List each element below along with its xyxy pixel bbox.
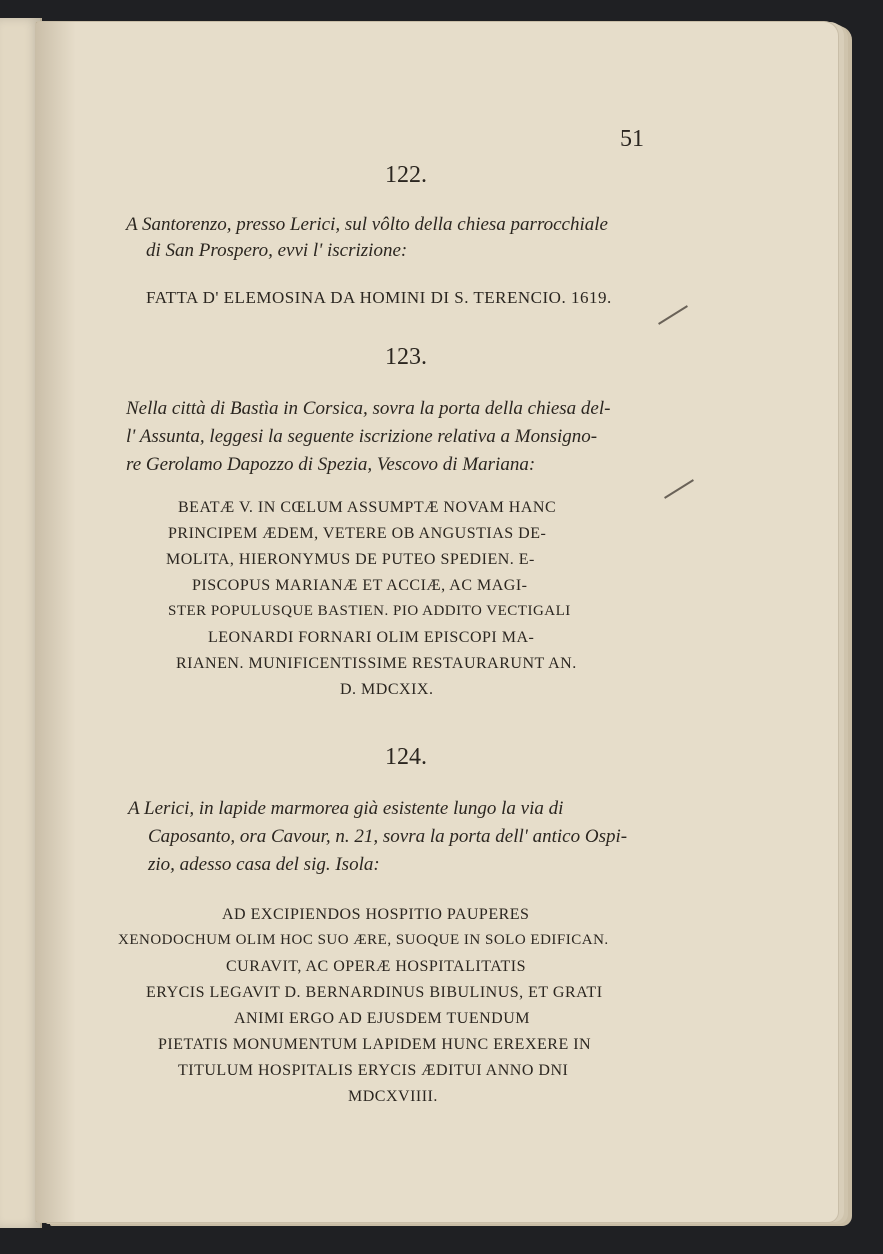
entry-124-intro-line: A Lerici, in lapide marmorea già esistente lungo la via di xyxy=(128,798,564,819)
book-page xyxy=(36,22,838,1222)
entry-number-122: 122. xyxy=(385,162,427,188)
entry-124-inscription-line: TITULUM HOSPITALIS ERYCIS ÆDITUI ANNO DNI xyxy=(178,1062,569,1079)
gutter-shadow xyxy=(36,22,76,1222)
entry-122-inscription-line: FATTA D' ELEMOSINA DA HOMINI DI S. TERENCIO. 1619. xyxy=(146,288,612,307)
entry-124-inscription-line: AD EXCIPIENDOS HOSPITIO PAUPERES xyxy=(222,906,530,923)
entry-124-inscription-line: XENODOCHUM OLIM HOC SUO ÆRE, SUOQUE IN SOLO EDIFICAN. xyxy=(118,932,609,948)
entry-123-inscription-line: LEONARDI FORNARI OLIM EPISCOPI MA- xyxy=(208,629,535,646)
entry-123-intro-line: Nella città di Bastìa in Corsica, sovra la porta della chiesa del- xyxy=(126,398,611,419)
entry-123-inscription-line: PRINCIPEM ÆDEM, VETERE OB ANGUSTIAS DE- xyxy=(168,525,547,542)
entry-number-123: 123. xyxy=(385,344,427,370)
entry-124-inscription-line: CURAVIT, AC OPERÆ HOSPITALITATIS xyxy=(226,958,526,975)
page-number: 51 xyxy=(620,126,644,152)
entry-122-intro-line: di San Prospero, evvi l' iscrizione: xyxy=(146,240,408,261)
entry-123-intro-line: l' Assunta, leggesi la seguente iscrizione relativa a Monsigno- xyxy=(126,426,598,447)
entry-123-inscription-line: MOLITA, HIERONYMUS DE PUTEO SPEDIEN. E- xyxy=(166,551,535,568)
entry-123-inscription-line: PISCOPUS MARIANÆ ET ACCIÆ, AC MAGI- xyxy=(192,577,528,594)
entry-122-intro-line: A Santorenzo, presso Lerici, sul vôlto della chiesa parrocchiale xyxy=(126,214,608,235)
entry-124-intro-line: zio, adesso casa del sig. Isola: xyxy=(148,854,380,875)
entry-124-inscription-line: ERYCIS LEGAVIT D. BERNARDINUS BIBULINUS, ET GRATI xyxy=(146,984,603,1001)
entry-123-inscription-line: RIANEN. MUNIFICENTISSIME RESTAURARUNT AN. xyxy=(176,655,577,672)
entry-123-inscription-line: BEATÆ V. IN CŒLUM ASSUMPTÆ NOVAM HANC xyxy=(178,499,557,516)
entry-number-124: 124. xyxy=(385,744,427,770)
entry-124-inscription-line: PIETATIS MONUMENTUM LAPIDEM HUNC EREXERE IN xyxy=(158,1036,592,1053)
entry-124-inscription-line: ANIMI ERGO AD EJUSDEM TUENDUM xyxy=(234,1010,530,1027)
pencil-mark xyxy=(664,479,694,499)
entry-123-inscription-line: D. MDCXIX. xyxy=(340,681,434,698)
entry-124-inscription-line: MDCXVIIII. xyxy=(348,1088,438,1105)
pencil-mark xyxy=(658,305,688,325)
entry-123-inscription-line: STER POPULUSQUE BASTIEN. PIO ADDITO VECTIGALI xyxy=(168,603,571,619)
entry-123-intro-line: re Gerolamo Dapozzo di Spezia, Vescovo di Mariana: xyxy=(126,454,536,475)
entry-124-intro-line: Caposanto, ora Cavour, n. 21, sovra la porta dell' antico Ospi- xyxy=(148,826,628,847)
